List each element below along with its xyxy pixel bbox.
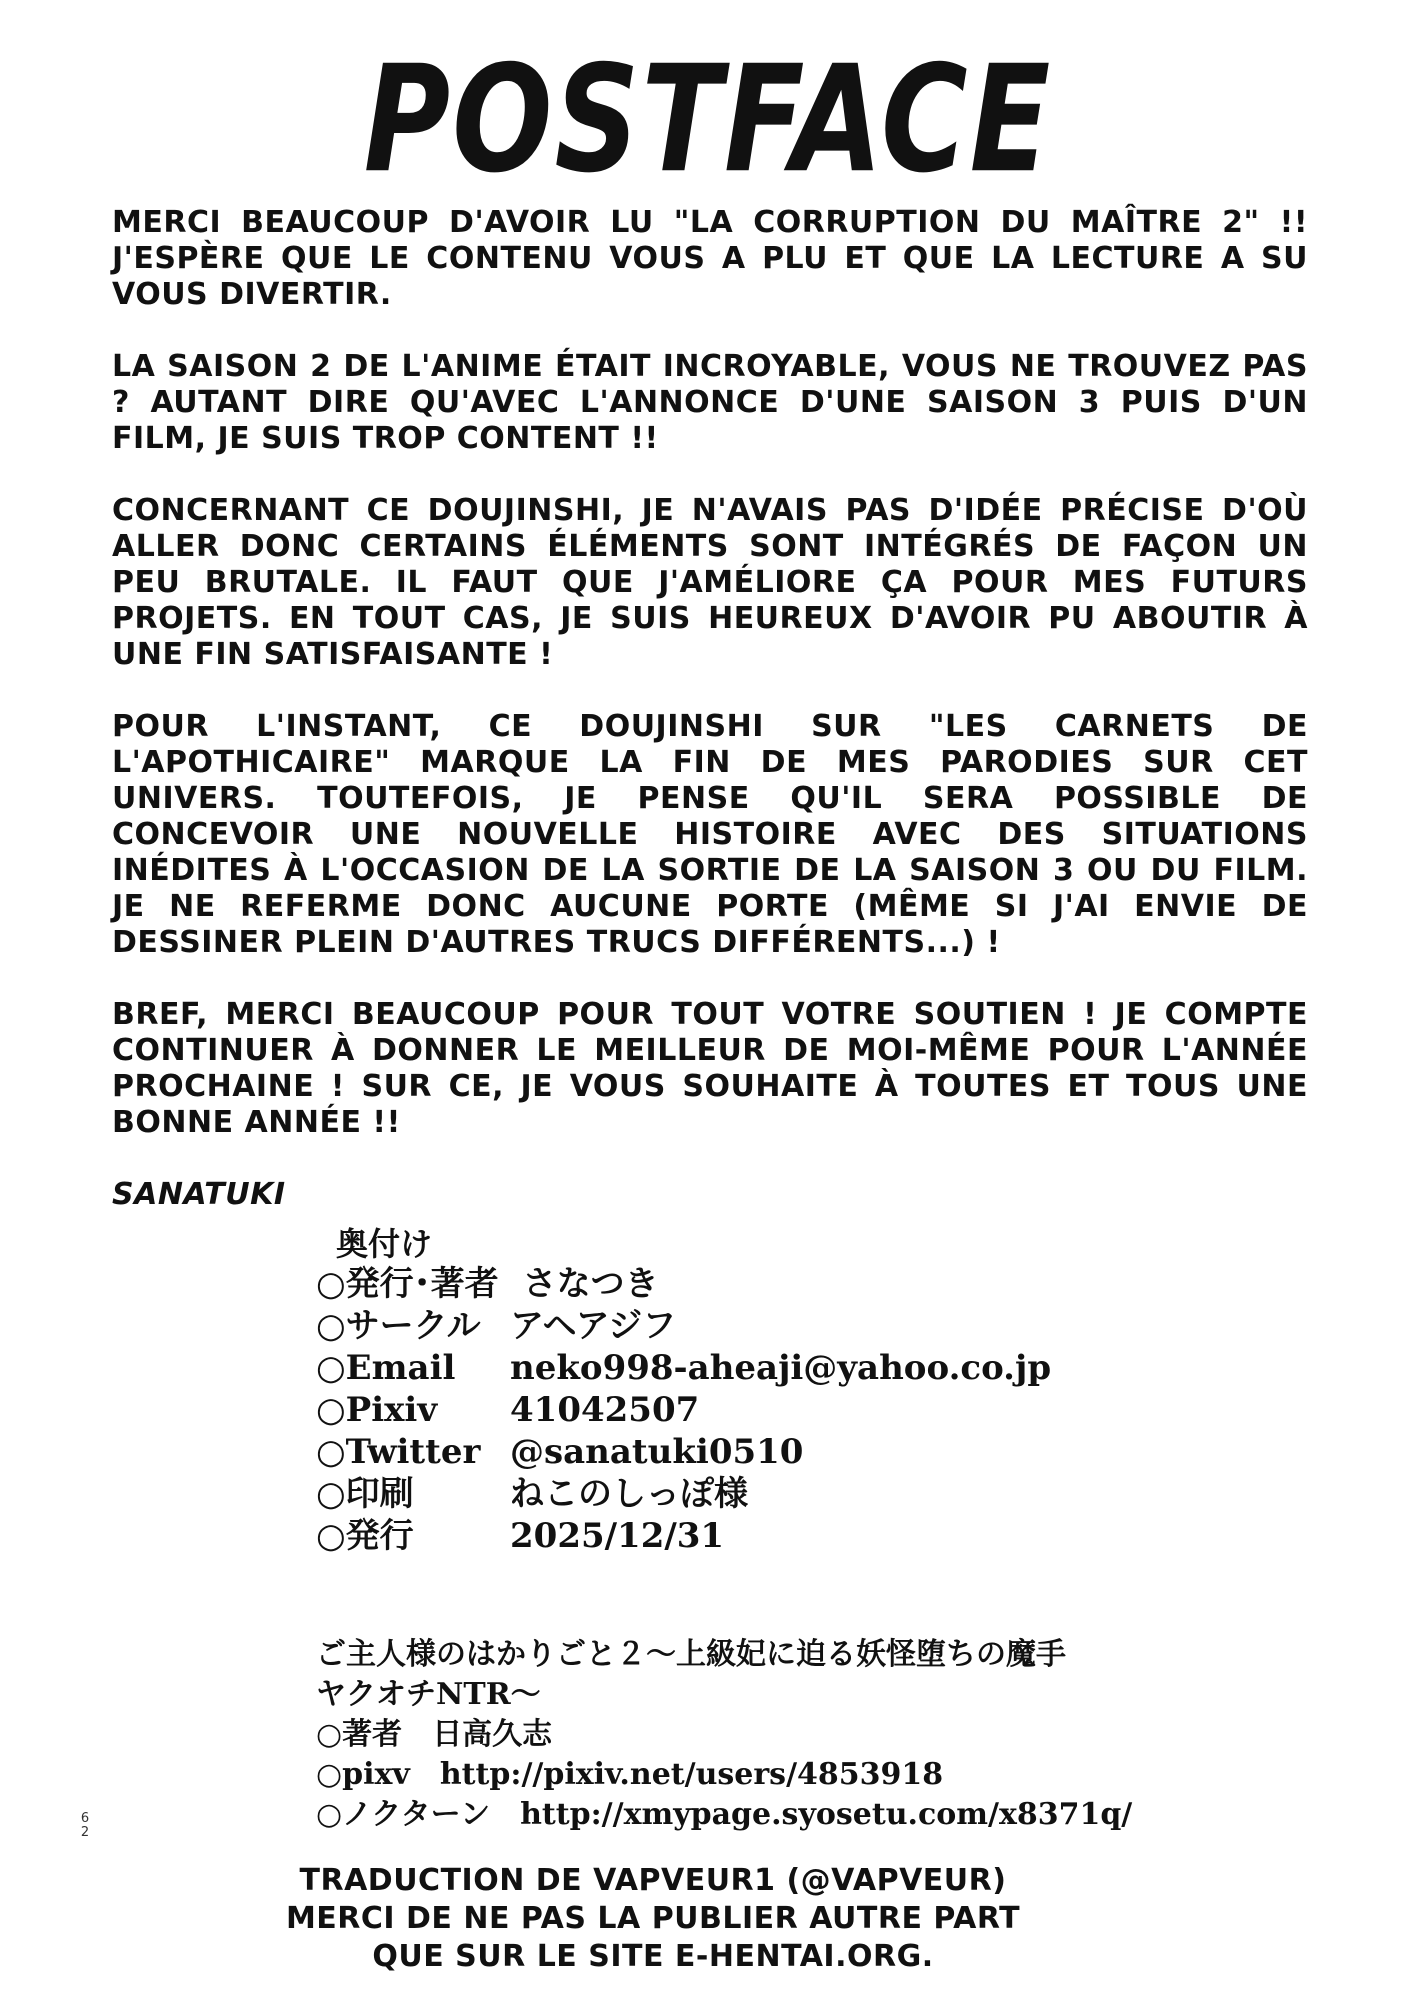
colophon-line-pixiv [316, 1389, 1216, 1431]
credits-line-nocturne [316, 1795, 1216, 1835]
colophon-line-circle [316, 1305, 1216, 1347]
paragraph: POUR L'INSTANT, CE DOUJINSHI SUR "LES CARNETS DE L'APOTHICAIRE" MARQUE LA FIN DE MES PARODIES SUR CET UNIVERS. TOUTEFOIS, JE PENSE QU'IL SERA POSSIBLE DE CONCEVOIR UNE NOUVELLE HISTOIRE AVEC DES SITUATIONS INÉDITES À L'OCCASION DE LA SORTIE DE LA SAISON 3 OU DU FILM. JE NE REFERME DONC AUCUNE PORTE (MÊME SI J'AI ENVIE DE DESSINER PLEIN D'AUTRES TRUCS DIFFÉRENTS...) ! [112, 709, 1308, 960]
colophon-key: ○Pixiv [316, 1390, 438, 1430]
page-number: 6 2 [80, 1811, 90, 1840]
colophon-value: neko998-aheaji@yahoo.co.jp [510, 1348, 1052, 1388]
original-title-line: ヤクオチNTR～ [316, 1677, 541, 1712]
paragraph: CONCERNANT CE DOUJINSHI, JE N'AVAIS PAS D'IDÉE PRÉCISE D'OÙ ALLER DONC CERTAINS ÉLÉMENTS SONT INTÉGRÉS DE FAÇON UN PEU BRUTALE. IL FAUT QUE J'AMÉLIORE ÇA POUR MES FUTURS PROJETS. EN TOUT CAS, JE SUIS HEUREUX D'AVOIR PU ABOUTIR À UNE FIN SATISFAISANTE ! [112, 493, 1308, 672]
colophon-value: アヘアジフ [510, 1306, 677, 1346]
colophon-key: ○サークル [316, 1306, 481, 1346]
colophon-value: ねこのしっぽ様 [510, 1474, 748, 1514]
translation-line: TRADUCTION DE VAPVEUR1 (@VAPVEUR) [299, 1863, 1007, 1898]
postface-body [112, 205, 1308, 1249]
signature: SANATUKI [112, 1177, 286, 1212]
colophon-line-email [316, 1347, 1216, 1389]
credits-value: 日高久志 [432, 1717, 553, 1752]
credits-key: ○著者 [316, 1717, 403, 1752]
original-credits [316, 1635, 1216, 1835]
colophon-line-publisher [316, 1263, 1216, 1305]
paragraph: BREF, MERCI BEAUCOUP POUR TOUT VOTRE SOUTIEN ! JE COMPTE CONTINUER À DONNER LE MEILLEUR DE MOI-MÊME POUR L'ANNÉE PROCHAINE ! SUR CE, JE VOUS SOUHAITE À TOUTES ET TOUS UNE BONNE ANNÉE !! [112, 997, 1308, 1140]
colophon-key: ○発行 [316, 1516, 414, 1556]
colophon-key: ○Email [316, 1348, 456, 1388]
paragraph: MERCI BEAUCOUP D'AVOIR LU "LA CORRUPTION DU MAÎTRE 2" !! J'ESPÈRE QUE LE CONTENU VOUS A PLU ET QUE LA LECTURE A SU VOUS DIVERTIR. [112, 205, 1308, 312]
colophon-key: ○印刷 [316, 1474, 414, 1514]
colophon-line-twitter [316, 1431, 1216, 1473]
translation-line: QUE SUR LE SITE E-HENTAI.ORG. [372, 1939, 934, 1974]
colophon-key: ○Twitter [316, 1432, 481, 1472]
colophon-line-date [316, 1515, 1216, 1557]
colophon-value: 41042507 [510, 1390, 700, 1430]
colophon-heading: 奥付け [336, 1225, 433, 1263]
credits-line-author [316, 1715, 1216, 1755]
colophon-value: @sanatuki0510 [510, 1432, 804, 1472]
translation-note [0, 1862, 1416, 1976]
translation-line: MERCI DE NE PAS LA PUBLIER AUTRE PART [285, 1901, 1021, 1936]
credits-key: ○pixv [316, 1757, 410, 1792]
credits-value: http://xmypage.syosetu.com/x8371q/ [520, 1797, 1133, 1832]
colophon-line-printer [316, 1473, 1216, 1515]
colophon-value: 2025/12/31 [510, 1516, 725, 1556]
credits-key: ○ノクターン [316, 1797, 491, 1832]
original-title-line: ご主人様のはかりごと２～上級妃に迫る妖怪堕ちの魔手 [316, 1637, 1066, 1672]
colophon [316, 1225, 1216, 1557]
page-title: POSTFACE [363, 32, 1053, 206]
credits-line-pixiv [316, 1755, 1216, 1795]
colophon-key: ○発行･著者 [316, 1264, 499, 1304]
colophon-value: さなつき [522, 1264, 659, 1304]
credits-value: http://pixiv.net/users/4853918 [439, 1757, 944, 1792]
paragraph: LA SAISON 2 DE L'ANIME ÉTAIT INCROYABLE, VOUS NE TROUVEZ PAS ? AUTANT DIRE QU'AVEC L'ANNONCE D'UNE SAISON 3 PUIS D'UN FILM, JE SUIS TROP CONTENT !! [112, 349, 1308, 456]
